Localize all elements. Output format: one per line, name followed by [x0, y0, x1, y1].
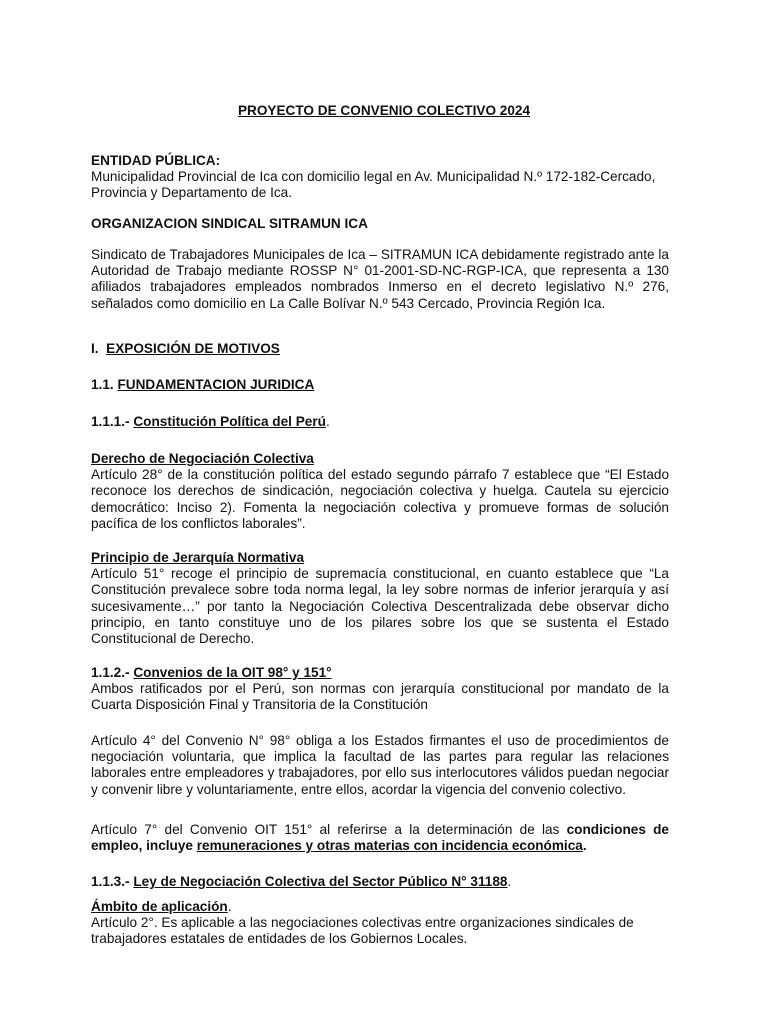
articulo-7-text: Artículo 7° del Convenio OIT 151° al referirse a la determinación de las [91, 822, 567, 837]
entidad-section [91, 153, 669, 202]
section-1-1-1-title: Constitución Política del Perú [133, 414, 326, 429]
derecho-heading: Derecho de Negociación Colectiva [91, 451, 314, 466]
section-1-1-number: 1.1. [91, 377, 114, 392]
entidad-text: Municipalidad Provincial de Ica con domicilio legal en Av. Municipalidad N.º 172-182-Cercado, Provincia y Departamento de Ica. [91, 169, 656, 201]
section-1-title: EXPOSICIÓN DE MOTIVOS [106, 341, 280, 356]
articulo-4-block [91, 733, 669, 798]
ambito-tail: . [227, 899, 232, 914]
section-1-1-1-heading [91, 414, 669, 430]
ambito-section [91, 899, 669, 948]
section-1-1-3-tail: . [507, 874, 512, 889]
section-1-1-2 [91, 665, 669, 714]
principio-heading: Principio de Jerarquía Normativa [91, 550, 305, 565]
section-1-1-1-tail: . [325, 414, 330, 429]
section-1-1-3-title: Ley de Negociación Colectiva del Sector Público N° 31188 [133, 874, 508, 889]
section-1-1-2-number: 1.1.2.- [91, 665, 130, 680]
articulo-4-text: Artículo 4° del Convenio N° 98° obliga a los Estados firmantes el uso de procedimientos de negociación voluntaria, que implica la facultad de las partes para regular las relaciones laborales entre empleadores y trabajadores, por ello sus interlocutores válidos puedan negociar y convenir libre y voluntariamente, entre ellos, acordar la vigencia del convenio colectivo. [91, 733, 669, 797]
principio-section [91, 550, 669, 647]
articulo-7-bold-underlined: remuneraciones y otras materias con incidencia económica [196, 838, 583, 854]
organizacion-heading-block [91, 216, 669, 232]
entidad-heading: ENTIDAD PÚBLICA: [91, 153, 221, 168]
section-1-1-2-text: Ambos ratificados por el Perú, son normas con jerarquía constitucional por mandato de la Cuarta Disposición Final y Transitoria de la Constitución [91, 681, 669, 713]
principio-text: Artículo 51° recoge el principio de supremacía constitucional, en cuanto establece que “La Constitución prevalece sobre toda norma legal, la ley sobre normas de inferior jerarquía y así sucesivamente…” por tanto la Negociación Colectiva Descentralizada debe observar dicho principio, en tanto constituye uno de los pilares sobre los que se sustenta el Estado Constitucional de Derecho. [91, 566, 669, 647]
section-1-1-2-title: Convenios de la OIT 98° y 151° [133, 665, 332, 680]
derecho-section [91, 451, 669, 532]
section-1-number: I. [91, 341, 99, 356]
section-1-1-1-number: 1.1.1.- [91, 414, 130, 429]
ambito-heading: Ámbito de aplicación [91, 899, 228, 914]
section-1-1-heading [91, 377, 669, 393]
organizacion-text: Sindicato de Trabajadores Municipales de Ica – SITRAMUN ICA debidamente registrado ante la Autoridad de Trabajo mediante ROSSP N° 01-2001-SD-NC-RGP-ICA, que representa a 130 afiliados trabajadores empleados nombrados Inmerso en el decreto legislativo N.º 276, señalados como domicilio en La Calle Bolívar N.º 543 Cercado, Provincia Región Ica. [91, 247, 669, 311]
articulo-7-block [91, 822, 669, 854]
articulo-7-end: . [582, 838, 587, 854]
derecho-text: Artículo 28° de la constitución política del estado segundo párrafo 7 establece que “El Estado reconoce los derechos de sindicación, negociación colectiva y huelga. Cautela su ejercicio democrático: Inciso 2). Fomenta la negociación colectiva y promueve formas de solución pacífica de los conflictos laborales”. [91, 467, 669, 531]
articulo-7-bold: condiciones de empleo, incluye [91, 822, 669, 854]
section-1-heading [91, 341, 669, 357]
section-1-1-3-heading [91, 874, 669, 890]
section-1-1-3-number: 1.1.3.- [91, 874, 130, 889]
organizacion-heading: ORGANIZACION SINDICAL SITRAMUN ICA [91, 216, 368, 231]
section-1-1-title: FUNDAMENTACION JURIDICA [117, 377, 315, 392]
document-title: PROYECTO DE CONVENIO COLECTIVO 2024 [237, 103, 531, 118]
ambito-text: Artículo 2°. Es aplicable a las negociaciones colectivas entre organizaciones sindicales de trabajadores estatales de entidades de los Gobiernos Locales. [91, 915, 634, 947]
organizacion-text-block [91, 247, 669, 312]
